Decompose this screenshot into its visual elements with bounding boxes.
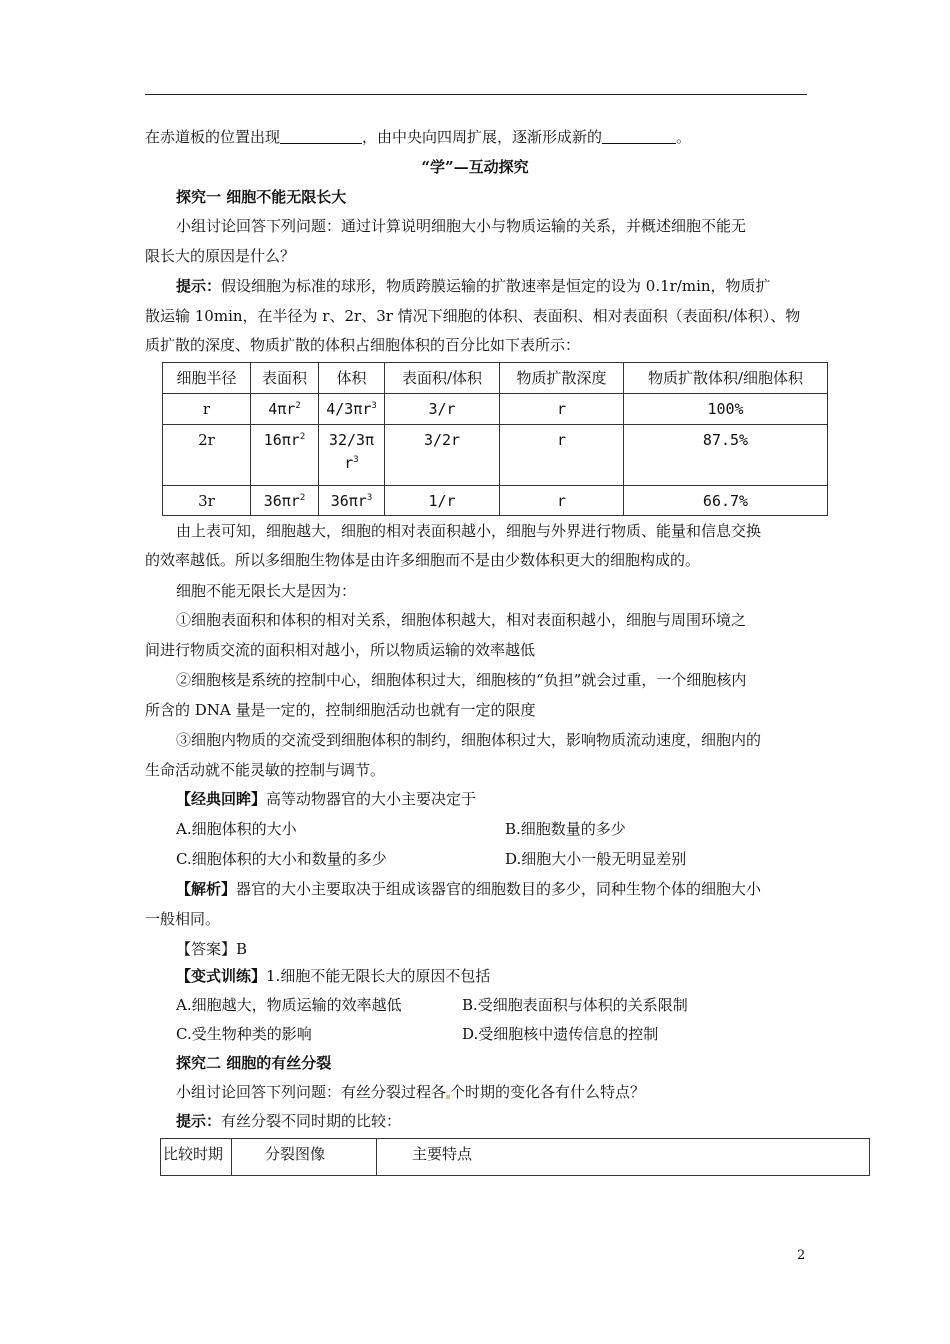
explore2-question-b: 个时期的变化各有什么特点？ xyxy=(450,1083,646,1101)
fill-in-line xyxy=(145,126,691,148)
depth-cell: r xyxy=(500,425,624,486)
percent-cell: 100% xyxy=(624,394,828,425)
classic-answer: 【答案】B xyxy=(176,940,248,958)
explore2-heading: 探究二 细胞的有丝分裂 xyxy=(176,1054,332,1072)
classic-option-d: D.细胞大小一般无明显差别 xyxy=(505,850,687,868)
table-row xyxy=(163,425,828,486)
hint-text: 有丝分裂不同时期的比较： xyxy=(221,1112,402,1130)
explore1-hint xyxy=(176,275,771,297)
header-cell: 物质扩散深度 xyxy=(500,363,624,394)
classic-question-text: 高等动物器官的大小主要决定于 xyxy=(266,790,477,808)
section-title: “学”—互动探究 xyxy=(421,158,529,176)
header-cell: 物质扩散体积/细胞体积 xyxy=(624,363,828,394)
depth-cell: r xyxy=(500,486,624,516)
table-header-row xyxy=(163,363,828,394)
classic-analysis xyxy=(176,878,761,900)
classic-label: 【经典回眸】 xyxy=(176,790,267,808)
volume-value: 32/3π xyxy=(328,431,375,449)
fill-in-text-1: 在赤道板的位置出现 xyxy=(145,128,281,146)
reason-1: ①细胞表面积和体积的相对关系，细胞体积越大，相对表面积越小，细胞与周围环境之 xyxy=(176,611,747,629)
area-value: 36πr xyxy=(263,492,300,510)
depth-cell: r xyxy=(500,394,624,425)
area-exponent: 2 xyxy=(299,493,306,503)
hint-label: 提示： xyxy=(176,277,222,295)
header-cell: 细胞半径 xyxy=(163,363,251,394)
volume-cell xyxy=(319,394,385,425)
ratio-cell: 1/r xyxy=(385,486,500,516)
header-cell: 主要特点 xyxy=(377,1139,870,1176)
conclusion-line-2: 的效率越低。所以多细胞生物体是由许多细胞而不是由少数体积更大的细胞构成的。 xyxy=(145,551,701,569)
explore1-question: 小组讨论回答下列问题：通过计算说明细胞大小与物质运输的关系，并概述细胞不能无 xyxy=(176,217,747,235)
fill-in-text-3: 。 xyxy=(676,128,692,146)
page-number: 2 xyxy=(797,1248,806,1263)
area-cell xyxy=(251,486,319,516)
mitosis-comparison-table xyxy=(160,1138,870,1176)
analysis-text: 器官的大小主要取决于组成该器官的细胞数目的多少，同种生物个体的细胞大小 xyxy=(236,880,762,898)
analysis-label: 【解析】 xyxy=(176,880,237,898)
volume-cell xyxy=(319,425,385,486)
explore2-question xyxy=(176,1081,645,1103)
classic-question xyxy=(176,788,476,810)
ratio-cell: 3/2r xyxy=(385,425,500,486)
explore1-hint-cont-2: 质扩散的深度、物质扩散的体积占细胞体积的百分比如下表所示： xyxy=(145,336,581,354)
ratio-cell: 3/r xyxy=(385,394,500,425)
area-exponent: 2 xyxy=(295,401,301,411)
reason-2: ②细胞核是系统的控制中心，细胞体积过大，细胞核的“负担”就会过重，一个细胞核内 xyxy=(176,671,747,689)
reasons-intro: 细胞不能无限长大是因为： xyxy=(176,582,357,600)
variant-question xyxy=(176,965,490,987)
volume-exponent: 3 xyxy=(371,401,377,411)
hint-text: 假设细胞为标准的球形，物质跨膜运输的扩散速率是恒定的设为 0.1r/min，物质扩 xyxy=(221,277,771,295)
table-header-row xyxy=(161,1139,870,1176)
radius-cell: 3r xyxy=(163,486,251,516)
header-rule xyxy=(145,94,807,95)
area-exponent: 2 xyxy=(299,432,306,442)
header-cell: 表面积 xyxy=(251,363,319,394)
volume-cell xyxy=(319,486,385,516)
explore2-hint xyxy=(176,1110,401,1132)
answer-blank-1[interactable] xyxy=(280,127,362,144)
variant-question-text: 1.细胞不能无限长大的原因不包括 xyxy=(266,967,491,985)
explore1-question-cont: 限长大的原因是什么？ xyxy=(145,247,296,265)
explore1-heading: 探究一 细胞不能无限长大 xyxy=(176,188,347,206)
volume-r: r xyxy=(344,454,354,472)
hint-label: 提示： xyxy=(176,1112,222,1130)
variant-option-c: C.受生物种类的影响 xyxy=(176,1025,312,1043)
radius-cell: r xyxy=(163,394,251,425)
cell-size-table xyxy=(162,362,828,516)
area-cell xyxy=(251,394,319,425)
variant-label: 【变式训练】 xyxy=(176,967,267,985)
classic-analysis-cont: 一般相同。 xyxy=(145,910,221,928)
radius-cell: 2r xyxy=(163,425,251,486)
area-value: 4πr xyxy=(268,400,296,418)
conclusion-line-1: 由上表可知，细胞越大，细胞的相对表面积越小，细胞与外界进行物质、能量和信息交换 xyxy=(176,522,762,540)
header-cell: 分裂图像 xyxy=(232,1139,377,1176)
classic-option-b: B.细胞数量的多少 xyxy=(505,820,626,838)
area-cell xyxy=(251,425,319,486)
fill-in-text-2: ，由中央向四周扩展，逐渐形成新的 xyxy=(362,128,603,146)
explore2-question-a: 小组讨论回答下列问题：有丝分裂过程各 xyxy=(176,1083,447,1101)
volume-value: 4/3πr xyxy=(326,400,372,418)
variant-option-a: A.细胞越大，物质运输的效率越低 xyxy=(176,996,402,1014)
variant-option-d: D.受细胞核中遗传信息的控制 xyxy=(462,1025,659,1043)
variant-option-b: B.受细胞表面积与体积的关系限制 xyxy=(462,996,688,1014)
reason-1-cont: 间进行物质交流的面积相对越小，所以物质运输的效率越低 xyxy=(145,641,536,659)
percent-cell: 66.7% xyxy=(624,486,828,516)
volume-exponent: 3 xyxy=(353,455,359,465)
classic-option-a: A.细胞体积的大小 xyxy=(176,820,297,838)
reason-2-cont: 所含的 DNA 量是一定的，控制细胞活动也就有一定的限度 xyxy=(145,701,536,719)
reason-3-cont: 生命活动就不能灵敏的控制与调节。 xyxy=(145,761,386,779)
volume-exponent: 3 xyxy=(366,493,373,503)
header-cell: 体积 xyxy=(319,363,385,394)
header-cell: 表面积/体积 xyxy=(385,363,500,394)
percent-cell: 87.5% xyxy=(624,425,828,486)
volume-value-line2 xyxy=(319,451,384,475)
reason-3: ③细胞内物质的交流受到细胞体积的制约，细胞体积过大，影响物质流动速度，细胞内的 xyxy=(176,731,762,749)
volume-value: 36πr xyxy=(330,492,367,510)
table-row xyxy=(163,486,828,516)
classic-option-c: C.细胞体积的大小和数量的多少 xyxy=(176,850,387,868)
table-row xyxy=(163,394,828,425)
explore1-hint-cont-1: 散运输 10min，在半径为 r、2r、3r 情况下细胞的体积、表面积、相对表面积（表面积/体积）、物 xyxy=(145,307,801,325)
area-value: 16πr xyxy=(263,431,300,449)
header-cell: 比较时期 xyxy=(161,1139,232,1176)
answer-blank-2[interactable] xyxy=(602,127,676,144)
